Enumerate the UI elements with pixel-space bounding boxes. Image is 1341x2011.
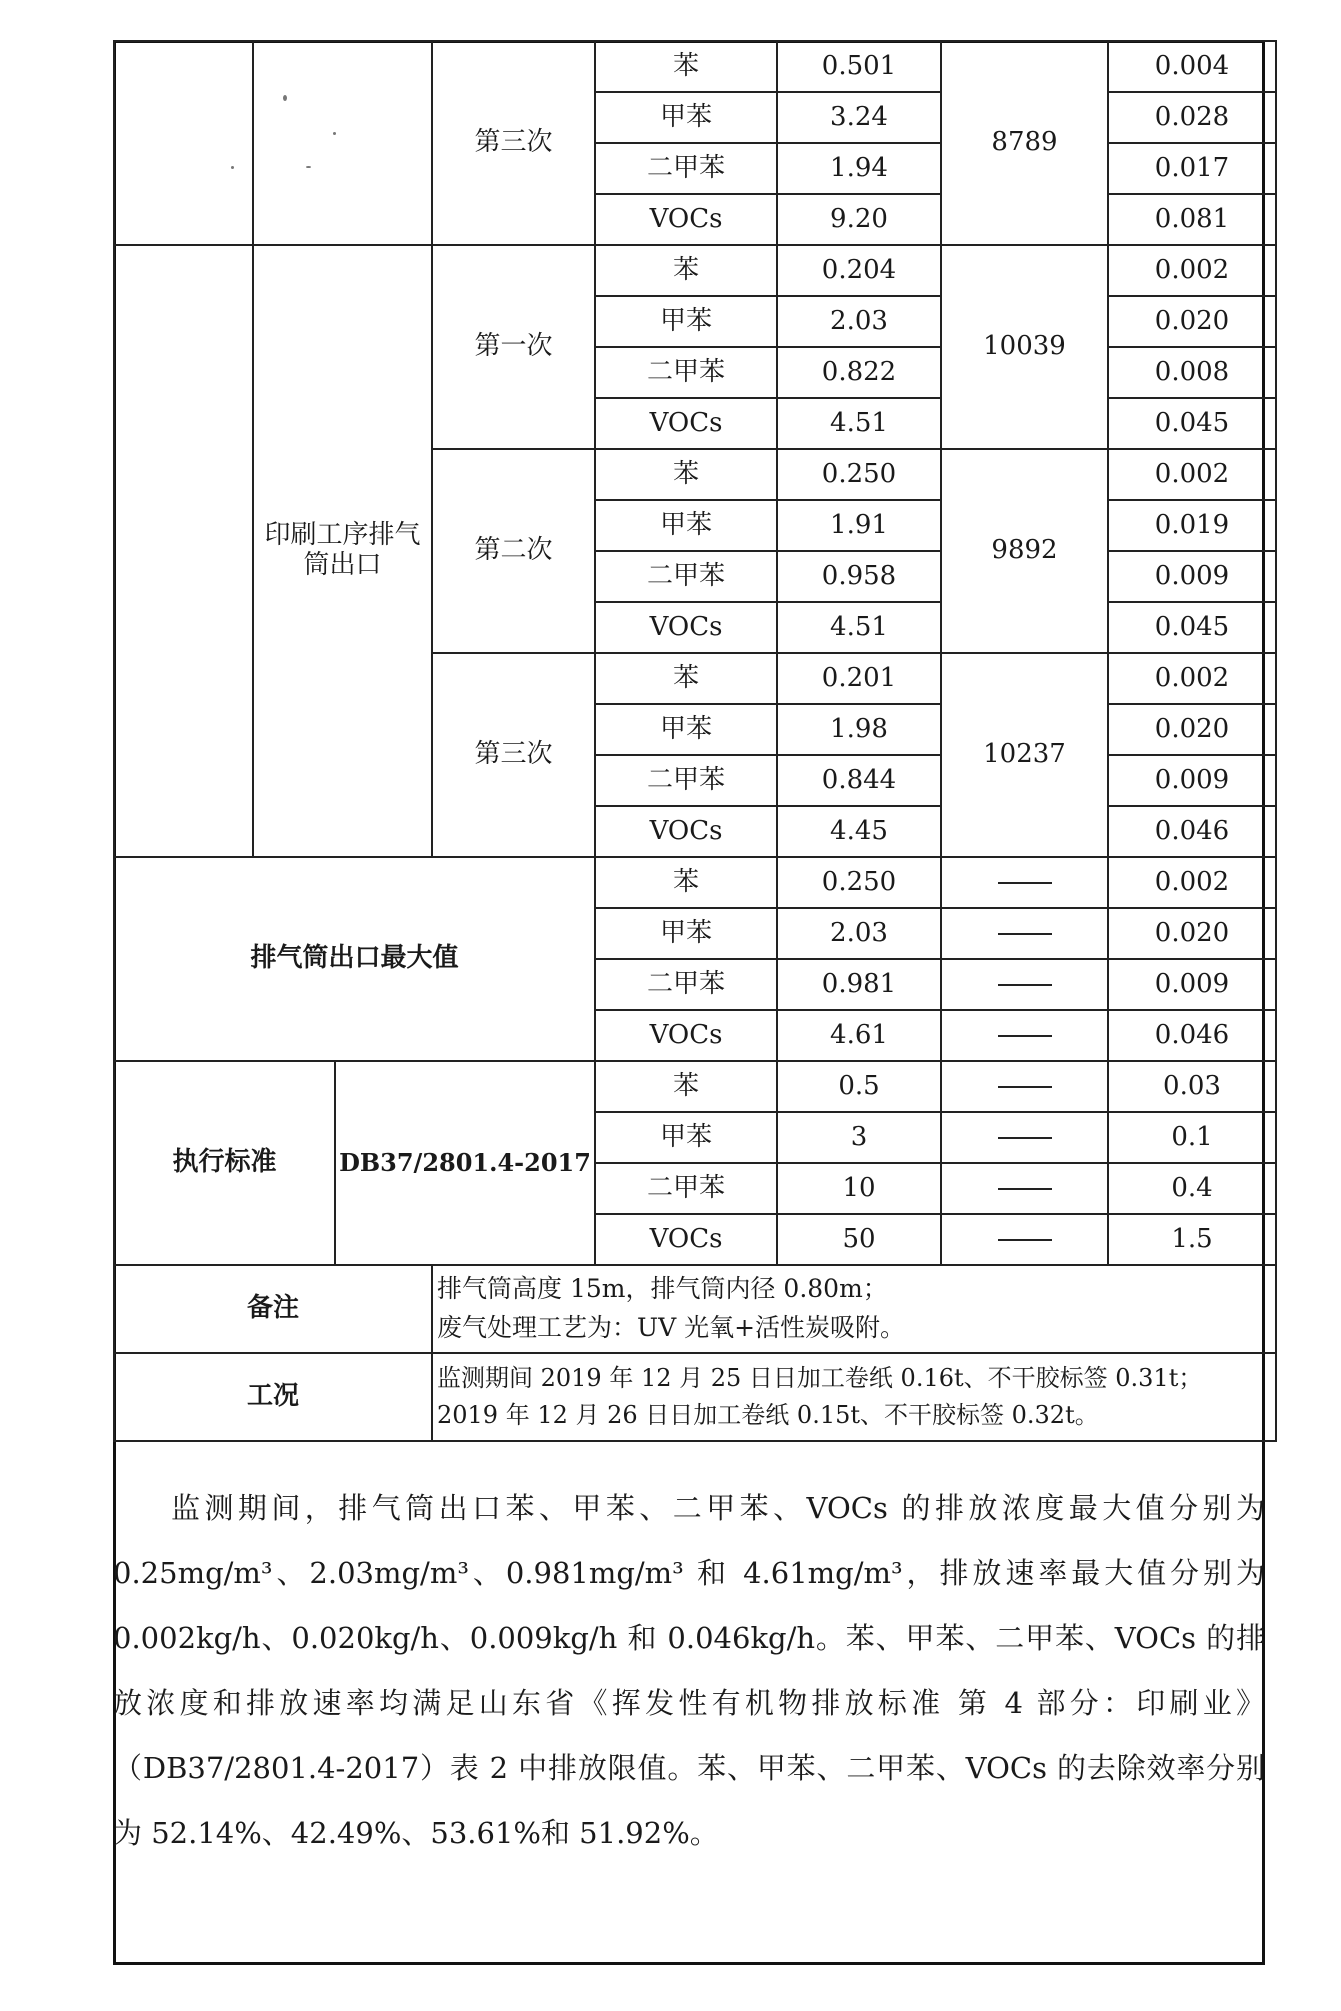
rate-cell: 0.004 bbox=[1108, 41, 1276, 92]
rate-cell: 0.009 bbox=[1108, 959, 1276, 1010]
table-row bbox=[114, 1061, 1276, 1112]
conc-cell: 0.844 bbox=[777, 755, 941, 806]
dash-cell bbox=[941, 1010, 1108, 1061]
conc-cell: 0.250 bbox=[777, 449, 941, 500]
flow-cell: 8789 bbox=[941, 41, 1108, 245]
flow-cell: 10039 bbox=[941, 245, 1108, 449]
rate-cell: 0.045 bbox=[1108, 602, 1276, 653]
item-cell: 甲苯 bbox=[595, 500, 777, 551]
conc-cell: 0.822 bbox=[777, 347, 941, 398]
item-cell: VOCs bbox=[595, 806, 777, 857]
conc-cell: 0.250 bbox=[777, 857, 941, 908]
item-cell: 甲苯 bbox=[595, 296, 777, 347]
conditions-text bbox=[432, 1353, 1276, 1441]
item-cell: 苯 bbox=[595, 857, 777, 908]
location-cell: 印刷工序排气筒出口 bbox=[253, 245, 432, 857]
conc-cell: 9.20 bbox=[777, 194, 941, 245]
scan-speck bbox=[333, 132, 336, 135]
monitoring-table bbox=[113, 40, 1277, 1442]
conc-cell: 4.45 bbox=[777, 806, 941, 857]
round-cell: 第三次 bbox=[432, 41, 595, 245]
rate-cell: 0.009 bbox=[1108, 551, 1276, 602]
rate-cell: 1.5 bbox=[1108, 1214, 1276, 1265]
conc-cell: 1.98 bbox=[777, 704, 941, 755]
item-cell: 甲苯 bbox=[595, 1112, 777, 1163]
item-cell: 苯 bbox=[595, 449, 777, 500]
rate-cell: 0.008 bbox=[1108, 347, 1276, 398]
scan-speck bbox=[283, 95, 287, 101]
rate-cell: 0.019 bbox=[1108, 500, 1276, 551]
rate-cell: 0.1 bbox=[1108, 1112, 1276, 1163]
table-row bbox=[114, 41, 1276, 92]
remarks-text bbox=[432, 1265, 1276, 1353]
remarks-line-1: 排气筒高度 15m，排气筒内径 0.80m； bbox=[437, 1274, 888, 1304]
item-cell: 二甲苯 bbox=[595, 347, 777, 398]
rate-cell: 0.002 bbox=[1108, 449, 1276, 500]
scan-speck bbox=[231, 166, 234, 169]
table-row bbox=[114, 245, 1276, 296]
item-cell: 甲苯 bbox=[595, 92, 777, 143]
conc-cell: 0.981 bbox=[777, 959, 941, 1010]
standard-code-cell: DB37/2801.4-2017 bbox=[335, 1061, 595, 1265]
rate-cell: 0.020 bbox=[1108, 296, 1276, 347]
item-cell: 苯 bbox=[595, 653, 777, 704]
blank-cell bbox=[114, 245, 253, 857]
item-cell: 苯 bbox=[595, 245, 777, 296]
item-cell: 二甲苯 bbox=[595, 143, 777, 194]
conc-cell: 50 bbox=[777, 1214, 941, 1265]
dash-cell bbox=[941, 1061, 1108, 1112]
item-cell: 二甲苯 bbox=[595, 1163, 777, 1214]
blank-cell bbox=[114, 41, 253, 245]
conc-cell: 0.204 bbox=[777, 245, 941, 296]
conc-cell: 1.91 bbox=[777, 500, 941, 551]
table-row bbox=[114, 1265, 1276, 1353]
location-cell-continued bbox=[253, 41, 432, 245]
rate-cell: 0.046 bbox=[1108, 806, 1276, 857]
dash-cell bbox=[941, 1112, 1108, 1163]
dash-cell bbox=[941, 908, 1108, 959]
flow-cell: 9892 bbox=[941, 449, 1108, 653]
table-row bbox=[114, 857, 1276, 908]
summary-paragraph bbox=[113, 1476, 1265, 1866]
dash-cell bbox=[941, 959, 1108, 1010]
conditions-line-1: 监测期间 2019 年 12 月 25 日日加工卷纸 0.16t、不干胶标签 0.31t； bbox=[437, 1363, 1203, 1392]
rate-cell: 0.028 bbox=[1108, 92, 1276, 143]
conc-cell: 2.03 bbox=[777, 908, 941, 959]
dash-cell bbox=[941, 1214, 1108, 1265]
scan-speck bbox=[306, 166, 311, 168]
remarks-label: 备注 bbox=[114, 1265, 432, 1353]
rate-cell: 0.002 bbox=[1108, 245, 1276, 296]
round-cell: 第三次 bbox=[432, 653, 595, 857]
conc-cell: 3 bbox=[777, 1112, 941, 1163]
rate-cell: 0.4 bbox=[1108, 1163, 1276, 1214]
standard-label-cell: 执行标准 bbox=[114, 1061, 335, 1265]
item-cell: 二甲苯 bbox=[595, 551, 777, 602]
rate-cell: 0.002 bbox=[1108, 857, 1276, 908]
conc-cell: 0.5 bbox=[777, 1061, 941, 1112]
round-cell: 第一次 bbox=[432, 245, 595, 449]
rate-cell: 0.046 bbox=[1108, 1010, 1276, 1061]
dash-cell bbox=[941, 1163, 1108, 1214]
flow-cell: 10237 bbox=[941, 653, 1108, 857]
max-label-cell: 排气筒出口最大值 bbox=[114, 857, 595, 1061]
item-cell: 甲苯 bbox=[595, 704, 777, 755]
rate-cell: 0.045 bbox=[1108, 398, 1276, 449]
item-cell: VOCs bbox=[595, 398, 777, 449]
rate-cell: 0.002 bbox=[1108, 653, 1276, 704]
table-row bbox=[114, 1353, 1276, 1441]
conc-cell: 0.958 bbox=[777, 551, 941, 602]
item-cell: VOCs bbox=[595, 1214, 777, 1265]
conc-cell: 4.51 bbox=[777, 398, 941, 449]
item-cell: VOCs bbox=[595, 1010, 777, 1061]
rate-cell: 0.020 bbox=[1108, 908, 1276, 959]
item-cell: VOCs bbox=[595, 194, 777, 245]
item-cell: 甲苯 bbox=[595, 908, 777, 959]
conc-cell: 3.24 bbox=[777, 92, 941, 143]
conc-cell: 2.03 bbox=[777, 296, 941, 347]
item-cell: 二甲苯 bbox=[595, 959, 777, 1010]
conditions-label: 工况 bbox=[114, 1353, 432, 1441]
item-cell: 苯 bbox=[595, 41, 777, 92]
item-cell: VOCs bbox=[595, 602, 777, 653]
rate-cell: 0.020 bbox=[1108, 704, 1276, 755]
summary-text: 监测期间，排气筒出口苯、甲苯、二甲苯、VOCs 的排放浓度最大值分别为 0.25mg/m³、2.03mg/m³、0.981mg/m³ 和 4.61mg/m³，排放速率最大值分别为 0.002kg/h、0.020kg/h、0.009kg/h 和 0.046kg/h。苯、甲苯、二甲苯、VOCs 的排放浓度和排放速率均满足山东省《挥发性有机物排放标准 第 4 部分：印刷业》（DB37/2801.4-2017）表 2 中排放限值。苯、甲苯、二甲苯、VOCs 的去除效率分别为 52.14%、42.49%、53.61%和 51.92%。 bbox=[113, 1491, 1265, 1850]
round-cell: 第二次 bbox=[432, 449, 595, 653]
rate-cell: 0.081 bbox=[1108, 194, 1276, 245]
conc-cell: 4.61 bbox=[777, 1010, 941, 1061]
item-cell: 苯 bbox=[595, 1061, 777, 1112]
rate-cell: 0.017 bbox=[1108, 143, 1276, 194]
conc-cell: 4.51 bbox=[777, 602, 941, 653]
remarks-line-2: 废气处理工艺为：UV 光氧+活性炭吸附。 bbox=[437, 1313, 906, 1342]
conditions-line-2: 2019 年 12 月 26 日日加工卷纸 0.15t、不干胶标签 0.32t。 bbox=[437, 1401, 1099, 1429]
rate-cell: 0.009 bbox=[1108, 755, 1276, 806]
dash-cell bbox=[941, 857, 1108, 908]
item-cell: 二甲苯 bbox=[595, 755, 777, 806]
conc-cell: 0.501 bbox=[777, 41, 941, 92]
conc-cell: 10 bbox=[777, 1163, 941, 1214]
conc-cell: 0.201 bbox=[777, 653, 941, 704]
rate-cell: 0.03 bbox=[1108, 1061, 1276, 1112]
conc-cell: 1.94 bbox=[777, 143, 941, 194]
